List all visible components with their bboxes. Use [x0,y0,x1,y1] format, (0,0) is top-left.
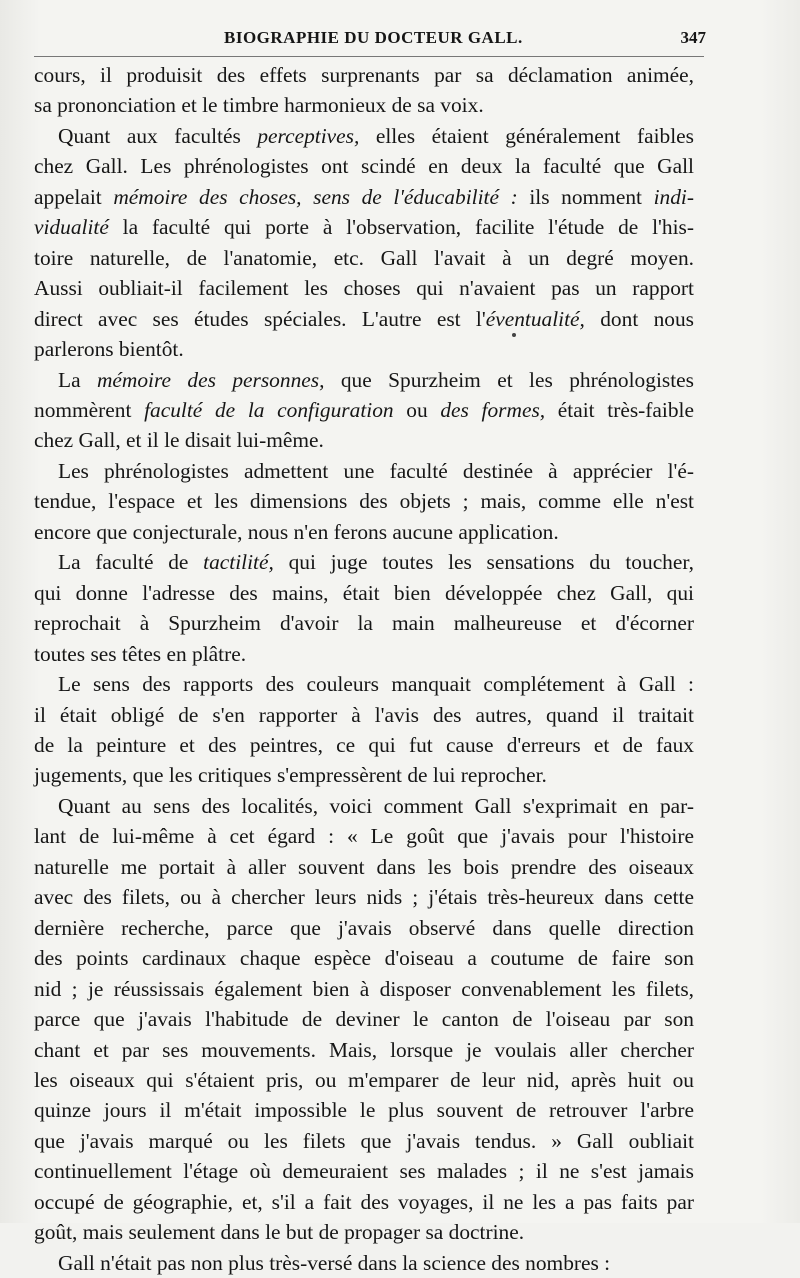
text-run: il était obligé de s'en rapporter à l'avis des autres, quand il traitait [34,702,694,727]
italic-term: mémoire des choses, sens de l'éducabilité : [113,184,518,209]
italic-term: tactilité, [203,550,274,575]
text-line [34,639,694,669]
text-run: cours, il produisit des effets surprenants par sa déclamation animée, [34,63,694,87]
text-line [34,852,694,882]
italic-term: vidualité [34,215,109,240]
text-run: des points cardinaux chaque espèce d'oiseau a coutume de faire son [34,946,694,971]
text-line [34,60,694,90]
text-run: toutes ses têtes en plâtre. [34,641,247,666]
italic-term: indi- [653,184,694,209]
text-run: Quant au sens des localités, voici comment Gall s'exprimait en par- [58,793,694,818]
italic-term: éventualité, [485,306,585,331]
text-line [34,273,694,303]
text-line [34,425,694,455]
text-line [34,1095,694,1125]
text-run: chant et par ses mouvements. Mais, lorsque je voulais aller chercher [34,1037,694,1062]
text-run: était très-faible [545,397,694,422]
text-run: ils nomment [517,184,654,209]
text-run: direct avec ses études spéciales. L'autre est l' [34,306,486,331]
ink-speck [512,333,516,337]
text-run: qui juge toutes les sensations du toucher, [273,550,694,575]
text-run: reprochait à Spurzheim d'avoir la main malheureuse et d'écorner [34,611,694,636]
text-run: Gall n'était pas non plus très-versé dans la science des nombres : [58,1250,611,1275]
text-run: chez Gall. Les phrénologistes ont scindé en deux la faculté que Gall [34,154,694,179]
text-line [34,943,694,973]
text-run: de la peinture et des peintres, ce qui fut cause d'erreurs et de faux [34,732,694,757]
text-line [34,334,694,364]
text-run: les oiseaux qui s'étaient pris, ou m'emparer de leur nid, après huit ou [34,1067,694,1092]
text-run: elles étaient généralement faibles [359,123,694,148]
text-line [34,365,694,395]
header-rule [34,56,704,57]
paragraph [34,669,694,791]
text-run: quinze jours il m'était impossible le plus souvent de retrouver l'arbre [34,1098,694,1123]
text-line [34,486,694,516]
text-line [34,791,694,821]
text-run: ou [393,397,441,422]
italic-term: des formes, [440,397,546,422]
text-line [34,212,694,242]
italic-term: faculté de la configuration [144,397,394,422]
text-line [34,304,694,334]
text-line [34,151,694,181]
text-run: sa prononciation et le timbre harmonieux de sa voix. [34,93,484,118]
text-run: nommèrent [34,397,145,422]
paragraph [34,456,694,547]
text-line [34,913,694,943]
text-run: Quant aux facultés [58,123,258,148]
text-line [34,821,694,851]
text-run: chez Gall, et il le disait lui-même. [34,428,324,453]
text-line [34,1217,694,1247]
text-run: Les phrénologistes admettent une faculté destinée à apprécier l'é- [58,458,694,483]
text-line [34,608,694,638]
text-run: La [58,367,97,392]
text-line [34,1126,694,1156]
text-line [34,1187,694,1217]
paragraph [34,547,694,669]
italic-term: perceptives, [257,123,360,148]
running-title: BIOGRAPHIE DU DOCTEUR GALL. [224,28,523,47]
text-run: dont nous [584,306,694,331]
text-run: avec des filets, ou à chercher leurs nids ; j'étais très-heureux dans cette [34,885,694,910]
text-line [34,90,694,120]
page-number: 347 [680,28,706,47]
text-run: La faculté de [58,550,204,575]
text-run: goût, mais seulement dans le but de propager sa doctrine. [34,1220,525,1245]
text-run: nid ; je réussissais également bien à disposer convenablement les filets, [34,976,694,1001]
paragraph [34,121,694,365]
text-line [34,1035,694,1065]
text-line [34,700,694,730]
text-line [34,669,694,699]
paragraph [34,60,694,121]
text-line [34,730,694,760]
text-run: jugements, que les critiques s'empressèrent de lui reprocher. [34,763,547,788]
text-line [34,243,694,273]
text-run: toire naturelle, de l'anatomie, etc. Gall l'avait à un degré moyen. [34,245,694,270]
text-run: Le sens des rapports des couleurs manquait complétement à Gall : [58,672,694,697]
paragraph [34,1248,694,1278]
text-line [34,182,694,212]
text-run: la faculté qui porte à l'observation, facilite l'étude de l'his- [108,215,694,240]
italic-term: mémoire des personnes, [96,367,325,392]
text-run: que j'avais marqué ou les filets que j'avais tendus. » Gall oubliait [34,1128,694,1153]
text-run: parce que j'avais l'habitude de deviner le canton de l'oiseau par son [34,1007,694,1032]
text-run: que Spurzheim et les phrénologistes [324,367,694,392]
text-run: appelait [34,184,114,209]
text-line [34,121,694,151]
text-run: encore que conjecturale, nous n'en ferons aucune application. [34,519,559,544]
text-line [34,760,694,790]
text-run: lant de lui-même à cet égard : « Le goût que j'avais pour l'histoire [34,824,694,849]
text-line [34,578,694,608]
text-run: occupé de géographie, et, s'il a fait des voyages, il ne les a pas faits par [34,1189,694,1214]
text-run: dernière recherche, parce que j'avais observé dans quelle direction [34,915,694,940]
page-header [34,28,704,56]
text-run: parlerons bientôt. [34,337,184,362]
body-text [34,60,694,1278]
text-line [34,1156,694,1186]
text-line [34,1004,694,1034]
text-line [34,517,694,547]
text-run: qui donne l'adresse des mains, était bien développée chez Gall, qui [34,580,694,605]
text-line [34,1248,694,1278]
text-line [34,395,694,425]
paragraph [34,791,694,1248]
text-run: continuellement l'étage où demeuraient ses malades ; il ne s'est jamais [34,1159,694,1184]
text-line [34,974,694,1004]
text-line [34,456,694,486]
text-line [34,882,694,912]
text-run: naturelle me portait à aller souvent dans les bois prendre des oiseaux [34,854,694,879]
text-line [34,547,694,577]
text-run: Aussi oubliait-il facilement les choses qui n'avaient pas un rapport [34,276,694,301]
paragraph [34,365,694,456]
text-run: tendue, l'espace et les dimensions des objets ; mais, comme elle n'est [34,489,694,514]
text-line [34,1065,694,1095]
